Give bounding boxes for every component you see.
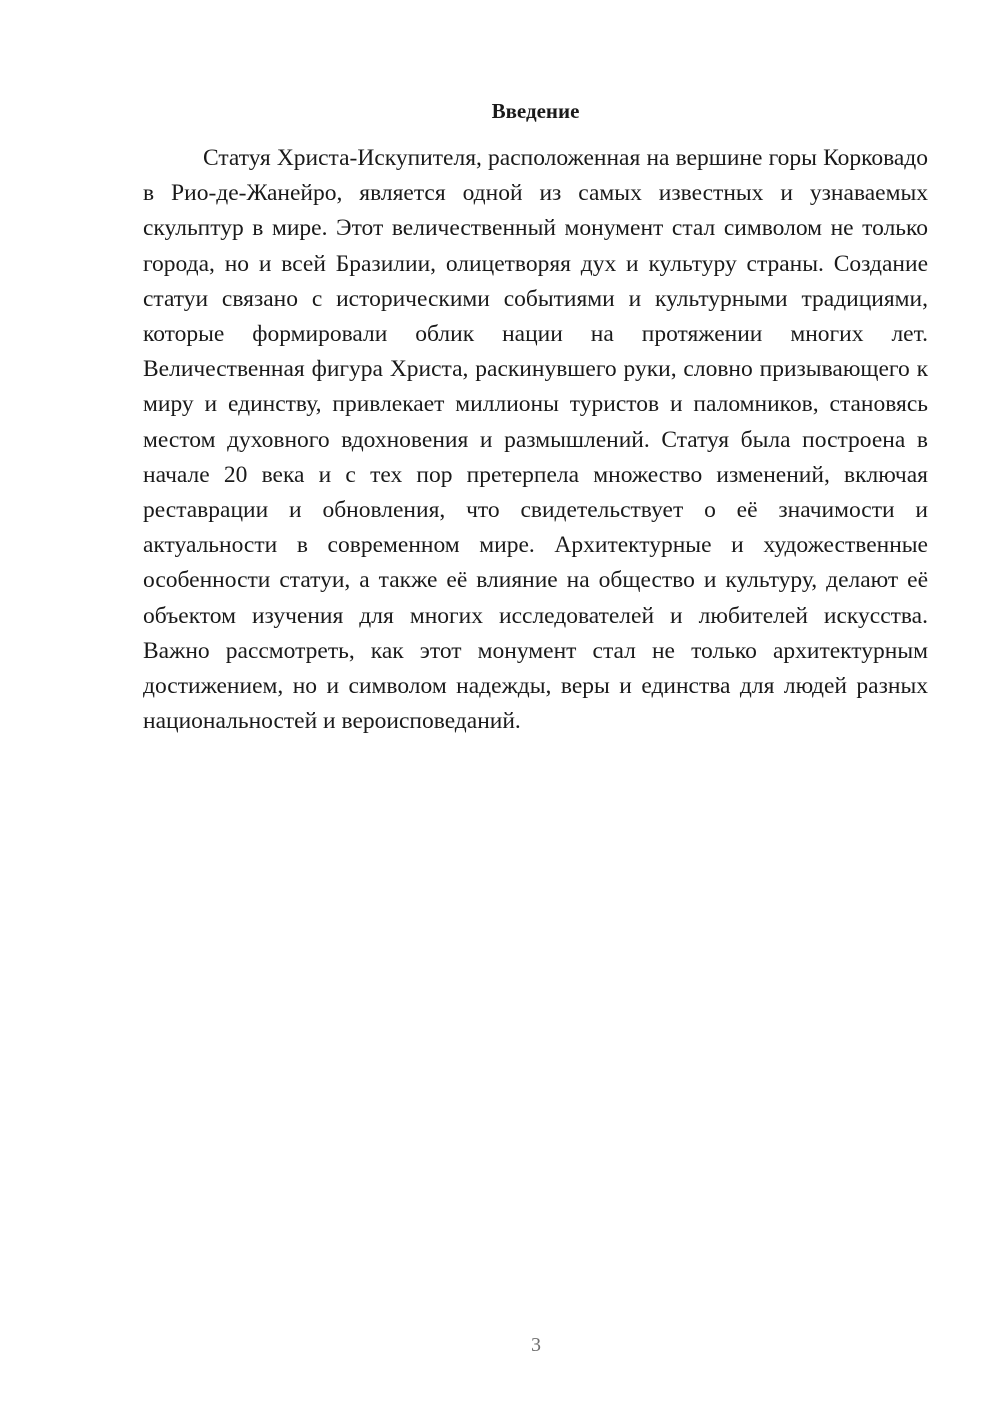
- body-paragraph: Статуя Христа-Искупителя, расположенная на вершине горы Корковадо в Рио-де-Жанейро, является одной из самых известных и узнаваемых скульптур в мире. Этот величественный монумент стал символом не только города, но и всей Бразилии, олицетворяя дух и культуру страны. Создание статуи связано с историческими событиями и культурными традициями, которые формировали облик нации на протяжении многих лет. Величественная фигура Христа, раскинувшего руки, словно призывающего к миру и единству, привлекает миллионы туристов и паломников, становясь местом духовного вдохновения и размышлений. Статуя была построена в начале 20 века и с тех пор претерпела множество изменений, включая реставрации и обновления, что свидетельствует о её значимости и актуальности в современном мире. Архитектурные и художественные особенности статуи, а также её влияние на общество и культуру, делают её объектом изучения для многих исследователей и любителей искусства. Важно рассмотреть, как этот монумент стал не только архитектурным достижением, но и символом надежды, веры и единства для людей разных национальностей и вероисповеданий.: [143, 145, 928, 735]
- page-number: 3: [531, 1334, 541, 1356]
- section-heading: Введение: [491, 99, 580, 123]
